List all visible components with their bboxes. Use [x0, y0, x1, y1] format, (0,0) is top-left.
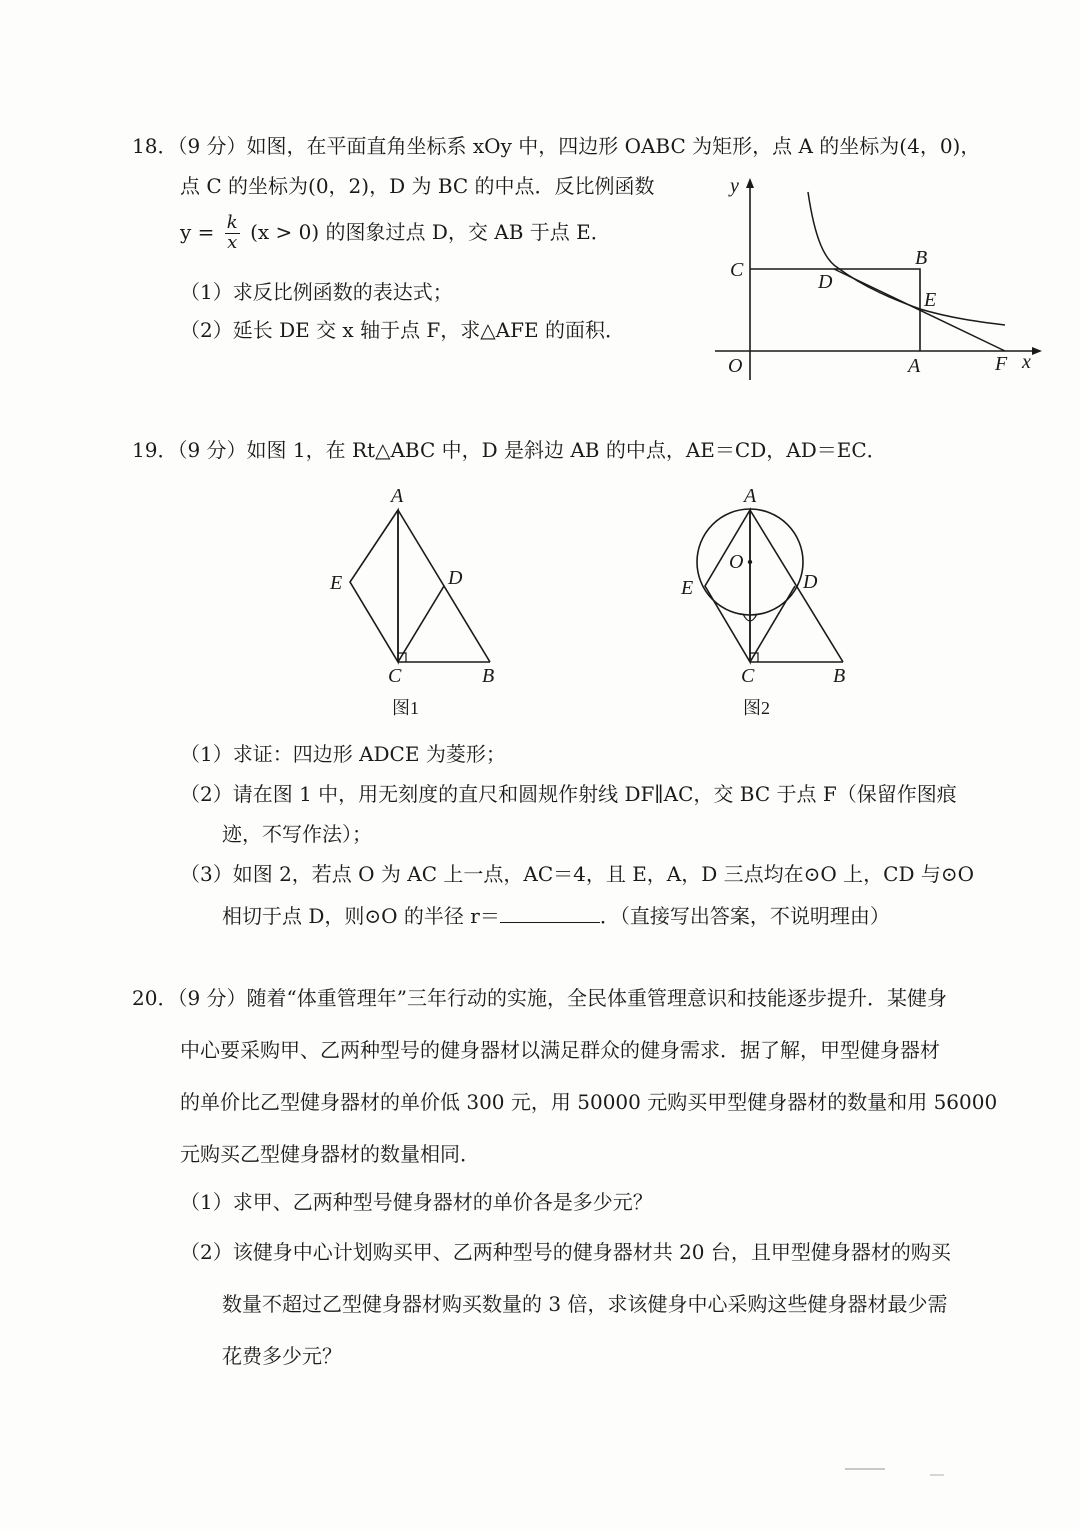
q18-line3 [180, 214, 611, 253]
q18-label-d: D [818, 271, 833, 293]
q19-figure2 [665, 482, 885, 722]
q19-fig1-label-d: D [448, 567, 463, 589]
q18-line1: 18．（9 分）如图，在平面直角坐标系 xOy 中，四边形 OABC 为矩形，点 A 的坐标为(4，0)， [132, 134, 981, 158]
q20-part2-line1: （2）该健身中心计划购买甲、乙两种型号的健身器材共 20 台，且甲型健身器材的购买 [180, 1240, 951, 1264]
q18-label-y: y [730, 175, 739, 197]
q19-fig1-caption: 图1 [392, 698, 419, 718]
q18-part1: （1）求反比例函数的表达式； [180, 280, 453, 304]
q18-label-b: B [915, 247, 928, 269]
q19-fig2-cd [750, 586, 795, 662]
q18-label-x: x [1022, 351, 1031, 373]
q19-fig2-caption: 图2 [743, 698, 770, 718]
q19-fig2-label-a: A [744, 485, 757, 507]
q19-figure1 [320, 482, 520, 722]
q19-answer-blank [500, 904, 600, 923]
q19-part3-line2-prefix: 相切于点 D，则⊙O 的半径 r＝ [222, 904, 500, 928]
q19-fig1-label-a: A [391, 485, 404, 507]
scan-mark [845, 1468, 885, 1470]
q19-part2-line2: 迹，不写作法）； [222, 822, 372, 846]
q19-fig2-ae-ec [705, 510, 750, 662]
q19-part3-line2 [222, 904, 890, 926]
q19-fig1-ae-ec [350, 510, 398, 662]
q18-rectangle [750, 269, 920, 351]
q18-label-e: E [924, 289, 937, 311]
q19-fig2-label-b: B [833, 665, 846, 687]
q18-part2: （2）延长 DE 交 x 轴于点 F，求△AFE 的面积． [180, 318, 625, 342]
q19-fig1-cd [398, 586, 444, 662]
q18-function-prefix: y = [180, 219, 215, 244]
q19-fig1-label-e: E [330, 572, 343, 594]
q20-line4: 元购买乙型健身器材的数量相同． [180, 1142, 480, 1166]
q19-fig2-label-o: O [729, 551, 744, 573]
q19-part3-line1: （3）如图 2，若点 O 为 AC 上一点，AC＝4，且 E，A，D 三点均在⊙O 上，CD 与⊙O [180, 862, 975, 886]
q20-line3: 的单价比乙型健身器材的单价低 300 元，用 50000 元购买甲型健身器材的数量和用 56000 [180, 1090, 998, 1114]
q20-part2-line2: 数量不超过乙型健身器材购买数量的 3 倍，求该健身中心采购这些健身器材最少需 [222, 1292, 948, 1316]
q20-line1: 20．（9 分）随着“体重管理年”三年行动的实施，全民体重管理意识和技能逐步提升．某健身 [132, 986, 947, 1010]
q19-fig2-label-d: D [803, 571, 818, 593]
q18-label-f: F [995, 353, 1008, 375]
q18-hyperbola [808, 192, 1005, 325]
q19-fig1-label-b: B [482, 665, 495, 687]
q18-coordinate-figure [700, 170, 1050, 385]
q18-frac-num: k [226, 212, 238, 233]
q20-line2: 中心要采购甲、乙两种型号的健身器材以满足群众的健身需求．据了解，甲型健身器材 [180, 1038, 940, 1062]
q18-label-o: O [728, 355, 743, 377]
q20-part1: （1）求甲、乙两种型号健身器材的单价各是多少元？ [180, 1190, 653, 1214]
q19-part2-line1: （2）请在图 1 中，用无刻度的直尺和圆规作射线 DF∥AC，交 BC 于点 F（保留作图痕 [180, 782, 957, 806]
q18-frac-den: x [227, 231, 238, 253]
q19-fig1-label-c: C [388, 665, 402, 687]
q18-line2: 点 C 的坐标为(0，2)，D 为 BC 的中点．反比例函数 [180, 174, 655, 198]
q20-part2-line3: 花费多少元？ [222, 1344, 342, 1368]
q19-fig2-center-dot [748, 560, 752, 564]
q18-x-arrow-icon [1032, 347, 1042, 355]
q19-fig2-label-e: E [681, 577, 694, 599]
q19-part1: （1）求证：四边形 ADCE 为菱形； [180, 742, 506, 766]
q18-y-arrow-icon [746, 178, 754, 188]
q18-function-suffix: (x > 0) 的图象过点 D，交 AB 于点 E． [250, 219, 611, 244]
q19-fig2-label-c: C [741, 665, 755, 687]
q19-part3-line2-suffix: ．（直接写出答案，不说明理由） [599, 904, 890, 928]
q18-label-a: A [908, 355, 921, 377]
q19-line1: 19．（9 分）如图 1，在 Rt△ABC 中，D 是斜边 AB 的中点，AE＝CD，AD＝EC． [132, 438, 887, 462]
q18-label-c: C [730, 259, 744, 281]
scan-mark [930, 1474, 944, 1476]
q18-fraction [225, 214, 240, 253]
